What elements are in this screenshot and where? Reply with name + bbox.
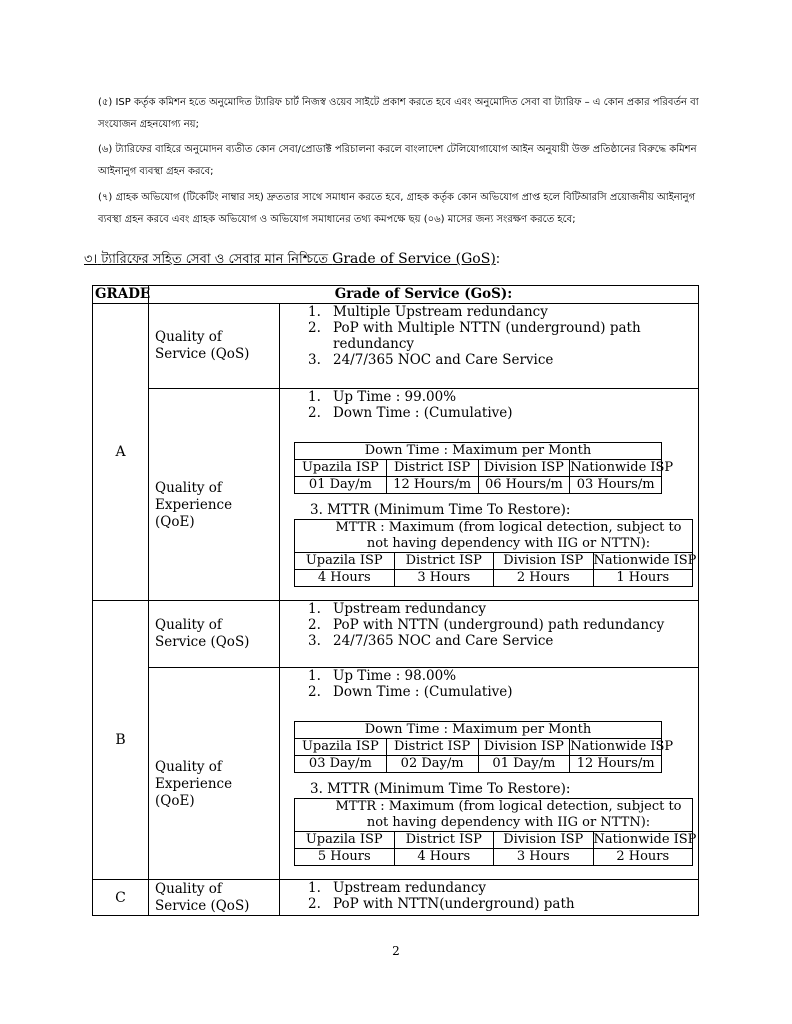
table-cell: Upazila ISP xyxy=(295,739,387,756)
list-item-number: 3. xyxy=(308,633,321,649)
page-number: 2 xyxy=(392,944,400,958)
grade-c-qos-row xyxy=(93,880,699,916)
list-item-number: 2. xyxy=(308,320,321,336)
table-cell: 12 Hours/m xyxy=(570,756,662,773)
table-header-row xyxy=(93,286,699,304)
mttr-title xyxy=(295,799,693,832)
paragraph-6: (৬) ট্যারিফের বাহিরে অনুমোদন ব্যতীত কোন সেবা/প্রোডাক্ট পরিচালনা করলে বাংলাদেশ টেলিযোগাযোগ আইন অনুযায়ী উক্ত প্রতিষ্ঠানের বিরুদ্ধে কমিশন আইনানুগ ব্যবস্থা গ্রহন করবে; xyxy=(98,144,697,177)
section-colon: : xyxy=(495,252,501,267)
qos-label-2: Service (QoS) xyxy=(155,634,250,650)
list-item-text: Upstream redundancy xyxy=(333,880,487,896)
table-cell: Division ISP xyxy=(494,832,594,849)
table-cell: 1 Hours xyxy=(593,570,693,587)
list-item-number: 1. xyxy=(308,668,321,684)
grade-b-qoe-row xyxy=(93,668,699,880)
list-item-text: 24/7/365 NOC and Care Service xyxy=(333,352,554,368)
mttr-title-line-2: not having dependency with IIG or NTTN): xyxy=(366,815,651,830)
table-cell: Upazila ISP xyxy=(295,460,387,477)
table-cell: District ISP xyxy=(394,553,494,570)
list-item xyxy=(308,633,698,649)
table-cell: 5 Hours xyxy=(295,849,395,866)
table-cell: Nationwide ISP xyxy=(570,460,674,475)
qoe-label-3: (QoE) xyxy=(155,514,195,530)
qos-label-1: Quality of xyxy=(155,329,222,345)
mttr-title-line-1: MTTR : Maximum (from logical detection, subject to xyxy=(335,799,682,814)
list-item-text: Up Time : 99.00% xyxy=(333,389,457,405)
mttr-title-line-1: MTTR : Maximum (from logical detection, subject to xyxy=(335,520,682,535)
downtime-isp-header xyxy=(295,460,662,477)
table-cell: 02 Day/m xyxy=(386,756,478,773)
list-item-text: Up Time : 98.00% xyxy=(333,668,457,684)
list-item xyxy=(308,601,698,617)
list-item-number: 2. xyxy=(308,405,321,421)
qos-label-cell xyxy=(149,304,280,389)
mttr-heading: 3. MTTR (Minimum Time To Restore): xyxy=(310,781,571,797)
table-cell: Division ISP xyxy=(478,460,570,477)
grade-a-qoe-row xyxy=(93,389,699,601)
mttr-heading: 3. MTTR (Minimum Time To Restore): xyxy=(310,502,571,518)
table-cell: 2 Hours xyxy=(593,849,693,866)
numbered-list xyxy=(280,880,698,912)
qoe-label-2: Experience xyxy=(155,497,233,513)
downtime-isp-header xyxy=(295,739,662,756)
mttr-values xyxy=(295,849,693,866)
qoe-label-cell xyxy=(149,668,280,880)
header-gos: Grade of Service (GoS): xyxy=(149,286,699,304)
list-item xyxy=(308,684,698,700)
list-item-number: 1. xyxy=(308,304,321,320)
list-item xyxy=(308,405,698,421)
table-cell: 3 Hours xyxy=(494,849,594,866)
mttr-title xyxy=(295,520,693,553)
list-item xyxy=(308,880,698,896)
table-cell: 4 Hours xyxy=(394,849,494,866)
table-cell: Nationwide ISP xyxy=(593,553,697,568)
table-cell: 06 Hours/m xyxy=(478,477,570,494)
grade-b-cell xyxy=(93,601,149,880)
list-item xyxy=(308,320,698,336)
section-title-en: Grade of Service (GoS) xyxy=(332,251,496,267)
table-cell: Upazila ISP xyxy=(295,553,395,570)
numbered-list xyxy=(280,601,698,649)
table-cell: District ISP xyxy=(386,739,478,756)
qoe-label-3: (QoE) xyxy=(155,793,195,809)
list-item-number: 3. xyxy=(308,352,321,368)
grade-a-qoe-content xyxy=(280,389,699,601)
grade-letter: C xyxy=(115,889,126,906)
table-cell: 01 Day/m xyxy=(478,756,570,773)
table-cell: 3 Hours xyxy=(394,570,494,587)
header-grade: GRADE xyxy=(93,286,149,304)
table-cell: 03 Hours/m xyxy=(570,477,662,494)
qos-label-2: Service (QoS) xyxy=(155,897,250,914)
qos-label-cell xyxy=(149,880,280,916)
list-item-number: 1. xyxy=(308,601,321,617)
table-cell: 03 Day/m xyxy=(295,756,387,773)
list-item-text: PoP with NTTN(underground) path xyxy=(333,896,575,912)
qoe-label-2: Experience xyxy=(155,776,233,792)
downtime-title: Down Time : Maximum per Month xyxy=(295,722,662,739)
table-cell: District ISP xyxy=(394,832,494,849)
mttr-isp-header xyxy=(295,832,693,849)
list-item-number: 2. xyxy=(308,684,321,700)
table-cell: Division ISP xyxy=(494,553,594,570)
list-item-number xyxy=(308,336,333,352)
numbered-list xyxy=(280,668,698,700)
downtime-values xyxy=(295,477,662,494)
list-item-text: redundancy xyxy=(333,336,415,352)
mttr-table xyxy=(294,519,697,587)
grade-letter: B xyxy=(115,732,126,748)
paragraph-5: (৫) ISP কর্তৃক কমিশন হতে অনুমোদিত ট্যারিফ চার্ট নিজস্ব ওয়েব সাইটে প্রকাশ করতে হবে এবং অনুমোদিত সেবা বা ট্যারিফ – এ কোন প্রকার পরিবর্তন বা সংযোজন গ্রহনযোগ্য নয়; xyxy=(98,97,699,130)
qoe-label-1: Quality of xyxy=(155,480,222,496)
grade-a-qos-list xyxy=(280,304,699,389)
table-cell: Nationwide ISP xyxy=(570,739,674,754)
table-cell: District ISP xyxy=(386,460,478,477)
grade-c-qos-list xyxy=(280,880,699,916)
grade-a-qos-row xyxy=(93,304,699,389)
list-item xyxy=(308,617,698,633)
list-item-number: 2. xyxy=(308,617,321,633)
qoe-label-1: Quality of xyxy=(155,759,222,775)
qos-label-2: Service (QoS) xyxy=(155,346,250,362)
grade-letter: A xyxy=(115,444,126,460)
mttr-title-line-2: not having dependency with IIG or NTTN): xyxy=(366,536,651,551)
grade-b-qos-row xyxy=(93,601,699,668)
list-item-text: Upstream redundancy xyxy=(333,601,487,617)
downtime-table xyxy=(294,442,674,494)
list-item xyxy=(308,336,698,352)
numbered-list xyxy=(280,389,698,421)
table-cell: Division ISP xyxy=(478,739,570,756)
qos-label-1: Quality of xyxy=(155,880,222,897)
table-cell: Nationwide ISP xyxy=(593,832,697,847)
downtime-table xyxy=(294,721,674,773)
qos-label-1: Quality of xyxy=(155,617,222,633)
grade-c-cell xyxy=(93,880,149,916)
qoe-label-cell xyxy=(149,389,280,601)
list-item-number: 1. xyxy=(308,389,321,405)
list-item xyxy=(308,389,698,405)
list-item-number: 1. xyxy=(308,880,321,896)
table-cell: 2 Hours xyxy=(494,570,594,587)
list-item-text: PoP with Multiple NTTN (underground) path xyxy=(333,320,641,336)
list-item-number: 2. xyxy=(308,896,321,912)
section-number: ৩। xyxy=(84,252,98,267)
list-item xyxy=(308,304,698,320)
section-heading xyxy=(84,250,500,271)
list-item-text: Down Time : (Cumulative) xyxy=(333,684,513,700)
numbered-list xyxy=(280,304,698,368)
qos-label-cell xyxy=(149,601,280,668)
table-cell: 4 Hours xyxy=(295,570,395,587)
list-item xyxy=(308,352,698,368)
grade-b-qos-list xyxy=(280,601,699,668)
downtime-title: Down Time : Maximum per Month xyxy=(295,443,662,460)
grade-b-qoe-content xyxy=(280,668,699,880)
list-item xyxy=(308,896,698,912)
section-title-bn: ট্যারিফের সহিত সেবা ও সেবার মান নিশ্চিতে xyxy=(101,252,328,267)
grade-a-cell xyxy=(93,304,149,601)
table-cell: Upazila ISP xyxy=(295,832,395,849)
mttr-table xyxy=(294,798,697,866)
list-item-text: Multiple Upstream redundancy xyxy=(333,304,548,320)
mttr-values xyxy=(295,570,693,587)
list-item-text: 24/7/365 NOC and Care Service xyxy=(333,633,554,649)
downtime-values xyxy=(295,756,662,773)
mttr-isp-header xyxy=(295,553,693,570)
list-item-text: PoP with NTTN (underground) path redundancy xyxy=(333,617,665,633)
paragraph-7: (৭) গ্রাহক অভিযোগ (টিকেটিং নাম্বার সহ) দ্রুততার সাথে সমাধান করতে হবে, গ্রাহক কর্তৃক কোন অভিযোগ প্রাপ্ত হলে বিটিআরসি প্রয়োজনীয় আইনানুগ ব্যবস্থা গ্রহন করবে এবং গ্রাহক অভিযোগ ও অভিযোগ সমাধানের তথ্য কমপক্ষে ছয় (০৬) মাসের জন্য সংরক্ষণ করতে হবে; xyxy=(98,192,696,225)
table-cell: 12 Hours/m xyxy=(386,477,478,494)
table-cell: 01 Day/m xyxy=(295,477,387,494)
list-item xyxy=(308,668,698,684)
list-item-text: Down Time : (Cumulative) xyxy=(333,405,513,421)
gos-table xyxy=(92,285,699,916)
